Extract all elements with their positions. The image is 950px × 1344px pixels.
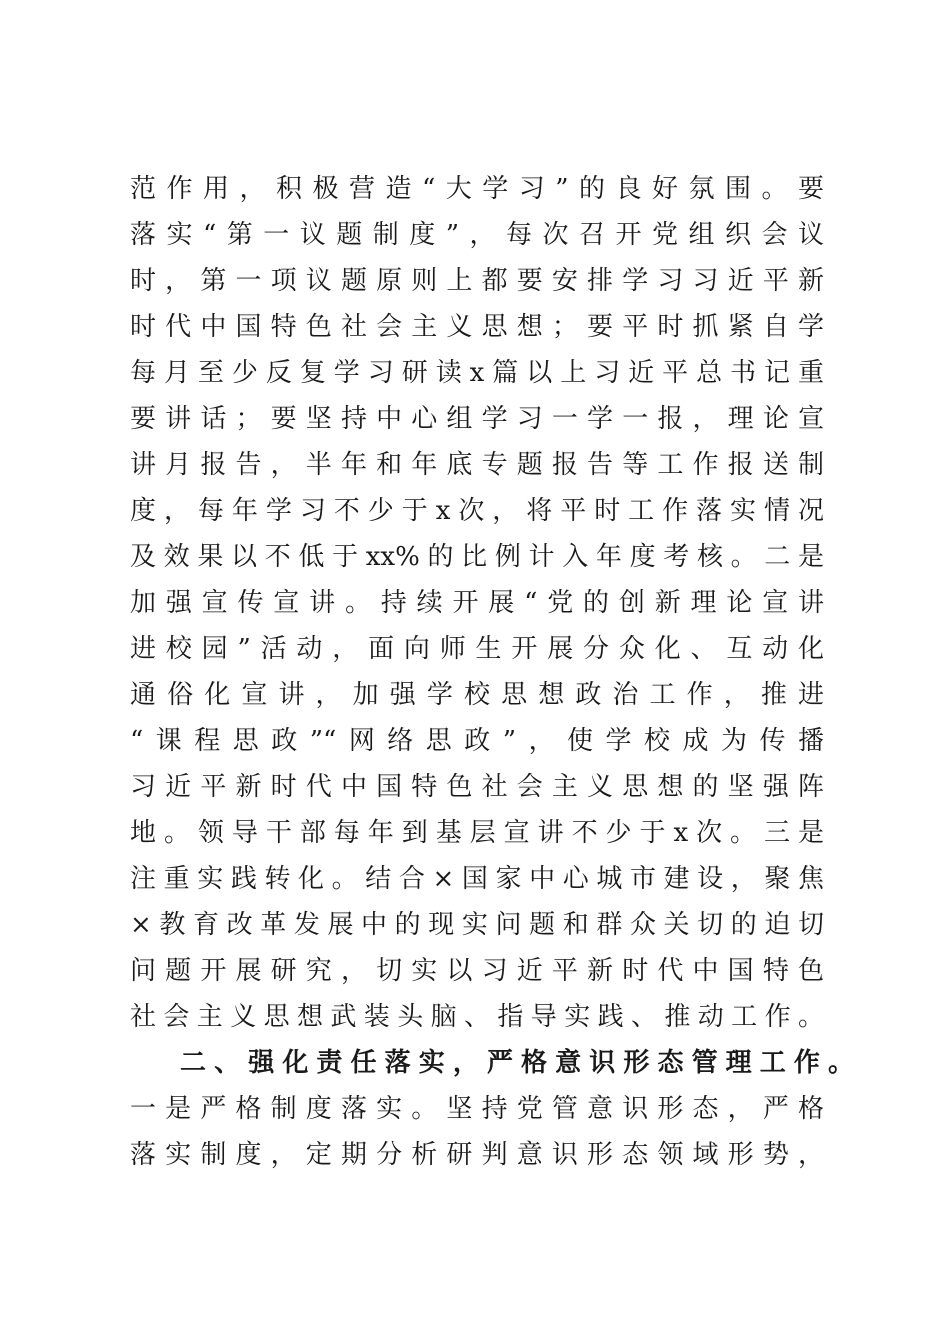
text-line: 每月至少反复学习研读x篇以上习近平总书记重	[130, 358, 824, 388]
text-line: 社会主义思想武装头脑、指导实践、推动工作。	[130, 1002, 824, 1032]
text-line: 进校园”活动，面向师生开展分众化、互动化	[130, 634, 824, 664]
text-line: 范作用，积极营造“大学习”的良好氛围。要	[130, 174, 824, 204]
text-line: 度，每年学习不少于x次，将平时工作落实情况	[130, 496, 824, 526]
text-line: 注重实践转化。结合×国家中心城市建设，聚焦	[130, 864, 824, 894]
text-line: 落实“第一议题制度”，每次召开党组织会议	[130, 220, 824, 250]
text-line: 及效果以不低于xx%的比例计入年度考核。二是	[130, 542, 824, 572]
text-line: “课程思政”“网络思政”，使学校成为传播	[130, 726, 824, 756]
body-text	[130, 166, 854, 1178]
text-line: 通俗化宣讲，加强学校思想政治工作，推进	[130, 680, 824, 710]
text-line: 落实制度，定期分析研判意识形态领域形势，	[130, 1140, 824, 1170]
text-line: 地。领导干部每年到基层宣讲不少于x次。三是	[130, 818, 824, 848]
section-heading: 二、强化责任落实，严格意识形态管理工作。	[180, 1048, 854, 1078]
text-line: 习近平新时代中国特色社会主义思想的坚强阵	[130, 772, 824, 802]
text-line: 时，第一项议题原则上都要安排学习习近平新	[130, 266, 824, 296]
text-line: 要讲话；要坚持中心组学习一学一报，理论宣	[130, 404, 824, 434]
text-line: ×教育改革发展中的现实问题和群众关切的迫切	[130, 910, 824, 940]
text-line: 时代中国特色社会主义思想；要平时抓紧自学	[130, 312, 824, 342]
text-line: 加强宣传宣讲。持续开展“党的创新理论宣讲	[130, 588, 824, 618]
text-line: 讲月报告，半年和年底专题报告等工作报送制	[130, 450, 824, 480]
text-line: 问题开展研究，切实以习近平新时代中国特色	[130, 956, 824, 986]
text-line: 一是严格制度落实。坚持党管意识形态，严格	[130, 1094, 824, 1124]
